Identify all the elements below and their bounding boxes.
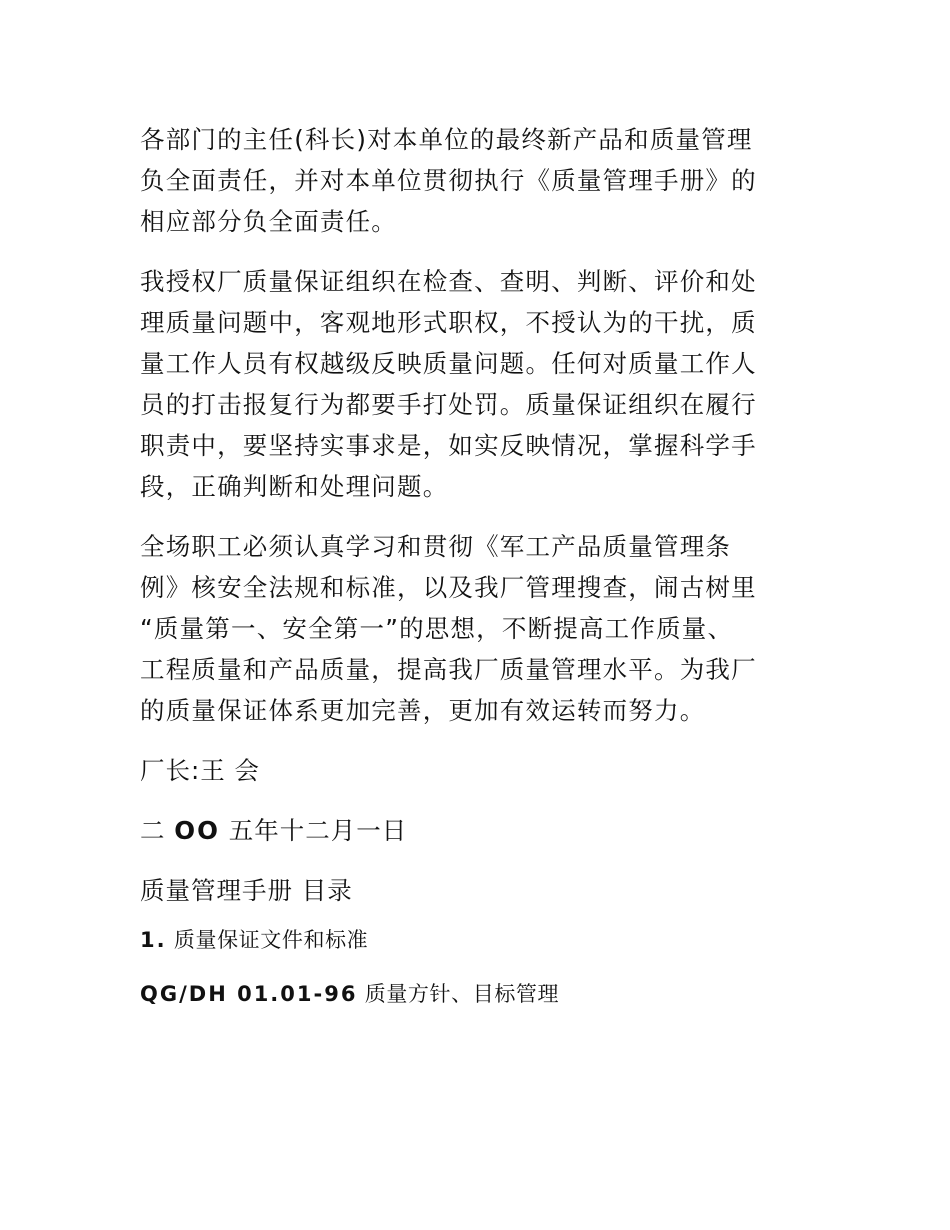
text-line: 负全面责任，并对本单位贯彻执行《质量管理手册》的 bbox=[140, 166, 757, 195]
text-line: 我授权厂质量保证组织在检查、查明、判断、评价和处 bbox=[140, 267, 757, 296]
text-line: 工程质量和产品质量，提高我厂质量管理水平。为我厂 bbox=[140, 655, 757, 684]
document-body bbox=[140, 119, 810, 1031]
text-line: 例》核安全法规和标准，以及我厂管理搜查，闹古树里 bbox=[140, 573, 757, 602]
toc-item-number: 1. bbox=[140, 928, 167, 952]
toc-item-text: 质量保证文件和标准 bbox=[173, 928, 369, 952]
date-line bbox=[140, 810, 810, 851]
text-line: 职责中，要坚持实事求是，如实反映情况，掌握科学手 bbox=[140, 431, 757, 460]
paragraph-staff-duty bbox=[140, 526, 810, 731]
signature: 厂长:王 会 bbox=[140, 756, 261, 785]
paragraph-authorization bbox=[140, 261, 810, 507]
text-line: “质量第一、安全第一”的思想，不断提高工作质量、 bbox=[140, 614, 734, 643]
date-prefix: 二 bbox=[140, 816, 166, 845]
date-suffix: 五年十二月一日 bbox=[228, 816, 408, 845]
text-line: 相应部分负全面责任。 bbox=[140, 207, 397, 236]
paragraph-responsibility bbox=[140, 119, 810, 242]
text-line: 量工作人员有权越级反映质量问题。任何对质量工作人 bbox=[140, 349, 757, 378]
toc-item-number: QG/DH 01.01-96 bbox=[140, 982, 358, 1006]
text-line: 各部门的主任(科长)对本单位的最终新产品和质量管理 bbox=[140, 125, 753, 154]
toc-item-text: 质量方针、目标管理 bbox=[364, 982, 560, 1006]
text-line: 全场职工必须认真学习和贯彻《军工产品质量管理条 bbox=[140, 532, 732, 561]
text-line: 段，正确判断和处理问题。 bbox=[140, 472, 449, 501]
text-line: 的质量保证体系更加完善，更加有效运转而努力。 bbox=[140, 696, 706, 725]
toc-item bbox=[140, 923, 810, 957]
text-line: 理质量问题中，客观地形式职权，不授认为的干扰，质 bbox=[140, 308, 757, 337]
text-line: 员的打击报复行为都要手打处罚。质量保证组织在履行 bbox=[140, 390, 757, 419]
date-oo: OO bbox=[174, 816, 220, 845]
toc-title: 质量管理手册 目录 bbox=[140, 876, 353, 905]
toc-item bbox=[140, 977, 810, 1011]
